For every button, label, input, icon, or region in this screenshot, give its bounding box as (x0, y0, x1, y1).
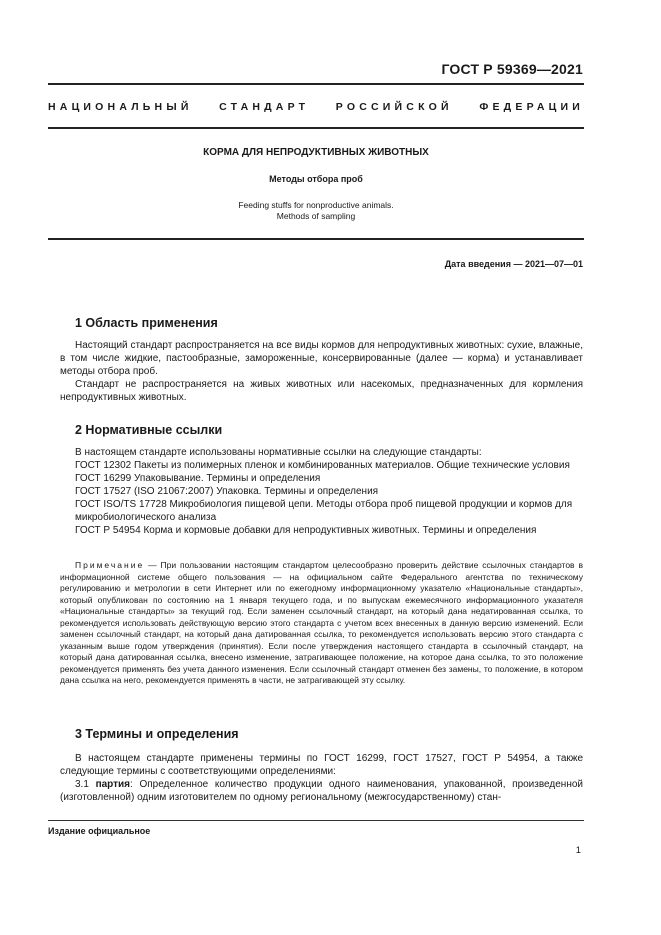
national-standard-banner: НАЦИОНАЛЬНЫЙ СТАНДАРТ РОССИЙСКОЙ ФЕДЕРАЦИИ (48, 101, 584, 113)
footer-divider (48, 820, 584, 821)
english-title-line1: Feeding stuffs for nonproductive animals. (238, 200, 394, 210)
banner-divider (48, 127, 584, 129)
document-title: КОРМА ДЛЯ НЕПРОДУКТИВНЫХ ЖИВОТНЫХ (203, 147, 429, 158)
page-number: 1 (575, 845, 581, 856)
section-1-body (60, 339, 583, 404)
section-1-heading: 1 Область применения (75, 316, 218, 330)
top-divider (48, 83, 584, 85)
gost-number: ГОСТ Р 59369—2021 (441, 61, 583, 77)
note-label: Примечание (75, 560, 145, 570)
title-divider (48, 238, 584, 240)
reference-item: ГОСТ ISO/TS 17728 Микробиология пищевой цепи. Методы отбора проб пищевой продукции и кормов для микробиологического анализа (75, 499, 573, 523)
term-definition: : Определенное количество продукции одного наименования, упакованной, произведенной (изготовленной) одним изготовителем по одному региональному (межгосударственному) стан- (60, 779, 583, 803)
official-edition-label: Издание официальное (48, 826, 151, 836)
document-subtitle: Методы отбора проб (269, 174, 363, 184)
section-1-paragraph: Стандарт не распространяется на живых животных или насекомых, предназначенных для кормления непродуктивных животных. (60, 379, 583, 403)
section-2-heading: 2 Нормативные ссылки (75, 423, 223, 437)
section-2-intro: В настоящем стандарте использованы нормативные ссылки на следующие стандарты: (75, 447, 482, 458)
term-3-1 (60, 778, 583, 804)
section-3-heading: 3 Термины и определения (75, 727, 239, 741)
reference-item: ГОСТ 12302 Пакеты из полимерных пленок и комбинированных материалов. Общие технические условия (75, 460, 570, 471)
section-2-body (60, 446, 583, 537)
reference-item: ГОСТ 16299 Упаковывание. Термины и определения (75, 473, 321, 484)
reference-item: ГОСТ Р 54954 Корма и кормовые добавки для непродуктивных животных. Термины и определения (75, 525, 537, 536)
note-text: — При пользовании настоящим стандартом целесообразно проверить действие ссылочных стандартов в информационной системе общего пользования — на официальном сайте Федерального агентства по техническому регулированию и метрологии в сети Интернет или по ежегодному информационному указателю «Национальные стандарты», который опубликован по состоянию на 1 января текущего года, и по выпускам ежемесячного информационного указателя «Национальные стандарты» за текущий год. Если заменен ссылочный стандарт, на который дана недатированная ссылка, то рекомендуется использовать действующую версию этого стандарта с учетом всех внесенных в данную версию изменений. Если заменен ссылочный стандарт, на который дана датированная ссылка, то рекомендуется использовать версию этого стандарта с указанным выше годом утверждения (принятия). Если после утверждения настоящего стандарта в ссылочный стандарт, на который дана датированная ссылка, внесено изменение, затрагивающее положение, на которое дана ссылка, то это положение рекомендуется применять без учета данного изменения. Если ссылочный стандарт отменен без замены, то положение, в котором дана ссылка на него, рекомендуется применять в части, не затрагивающей эту ссылку. (60, 560, 583, 685)
term-number: 3.1 (75, 779, 96, 790)
english-title-line2: Methods of sampling (276, 211, 356, 221)
introduction-date: Дата введения — 2021—07—01 (444, 259, 583, 269)
reference-note (60, 560, 583, 687)
section-3-intro: В настоящем стандарте применены термины по ГОСТ 16299, ГОСТ 17527, ГОСТ Р 54954, а также следующие термины с соответствующими определениями: (60, 753, 583, 777)
term-name: партия (95, 779, 131, 790)
section-3-body (60, 752, 583, 804)
section-1-paragraph: Настоящий стандарт распространяется на все виды кормов для непродуктивных животных: сухие, влажные, в том числе жидкие, пастообразные, замороженные, консервированные (далее — корма) и устанавливает методы отбора проб. (60, 340, 583, 377)
reference-item: ГОСТ 17527 (ISO 21067:2007) Упаковка. Термины и определения (75, 486, 379, 497)
